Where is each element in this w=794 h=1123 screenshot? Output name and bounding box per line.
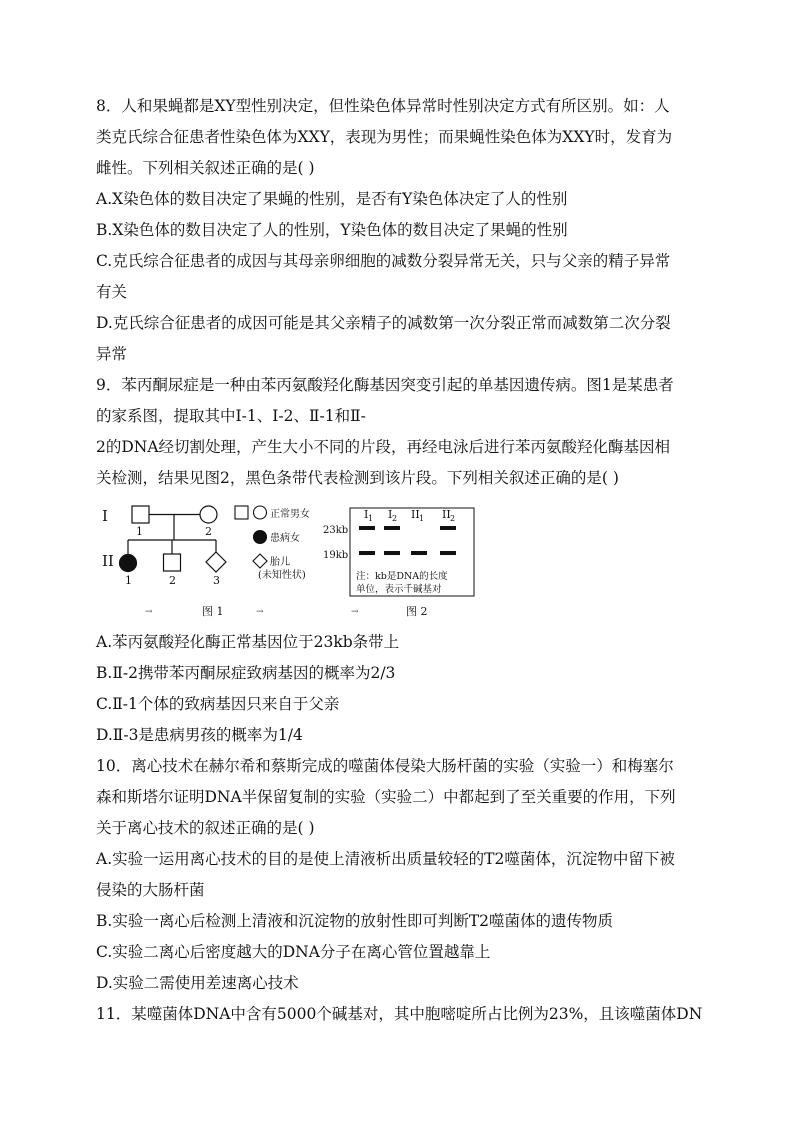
- pedigree-I1-number: 1: [136, 525, 143, 538]
- text-line: A.实验一运用离心技术的目的是使上清液析出质量较轻的T2噬菌体，沉淀物中留下被: [96, 850, 675, 868]
- legend-diamond-icon: [253, 554, 267, 568]
- pedigree-II2-number: 2: [169, 574, 176, 587]
- figure-1-caption: 图 1: [202, 605, 224, 618]
- text-line: A.X染色体的数目决定了果蝇的性别，是否有Y染色体决定了人的性别: [96, 190, 568, 208]
- legend-fetus-note: (未知性状): [258, 570, 306, 581]
- pedigree-II1-number: 1: [125, 574, 132, 587]
- text-line: 雌性。下列相关叙述正确的是( ): [96, 159, 315, 177]
- legend-fetus-label: 胎儿: [270, 557, 290, 568]
- svg-text:1: 1: [419, 514, 425, 523]
- lane-label: I: [364, 508, 369, 521]
- pedigree-I1-normal-male: [132, 506, 149, 523]
- svg-text:2: 2: [392, 514, 398, 523]
- text-line: D.克氏综合征患者的成因可能是其父亲精子的减数第一次分裂正常而减数第二次分裂: [96, 314, 671, 332]
- text-line: C.克氏综合征患者的成因与其母亲卵细胞的减数分裂异常无关，只与父亲的精子异常: [96, 252, 671, 270]
- text-line: 异常: [96, 345, 128, 363]
- text-line: D.Ⅱ-3是患病男孩的概率为1/4: [96, 726, 303, 744]
- gel-band: [440, 551, 456, 555]
- text-line: 2的DNA经切割处理，产生大小不同的片段，再经电泳后进行苯丙氨酸羟化酶基因相: [96, 438, 671, 456]
- legend-circle-icon: [254, 506, 267, 519]
- svg-text:1: 1: [368, 514, 374, 523]
- pedigree-II1-affected-female: [120, 555, 137, 572]
- text-line: C.Ⅱ-1个体的致病基因只来自于父亲: [96, 695, 340, 713]
- legend-filled-circle-icon: [254, 531, 267, 544]
- pedigree-I2-normal-female: [200, 506, 217, 523]
- text-line: B.实验一离心后检测上清液和沉淀物的放射性即可判断T2噬菌体的遗传物质: [96, 912, 614, 930]
- text-line: B.X染色体的数目决定了人的性别，Y染色体的数目决定了果蝇的性别: [96, 221, 568, 239]
- text-line: 森和斯塔尔证明DNA半保留复制的实验（实验二）中都起到了至关重要的作用，下列: [96, 788, 676, 806]
- band-label-19kb: 19kb: [323, 550, 349, 561]
- gel-band: [384, 551, 400, 555]
- text-line: 关检测，结果见图2，黑色条带代表检测到该片段。下列相关叙述正确的是( ): [96, 469, 619, 487]
- caption-marker: →: [256, 607, 264, 617]
- gel-note-line-1: 注：kb是DNA的长度: [356, 571, 448, 582]
- band-label-23kb: 23kb: [323, 525, 349, 536]
- text-line: 有关: [96, 283, 128, 301]
- svg-text:2: 2: [450, 514, 456, 523]
- text-line: D.实验二需使用差速离心技术: [96, 974, 299, 992]
- gel-band: [384, 526, 400, 530]
- caption-marker: →: [145, 607, 153, 617]
- pedigree-legend: [235, 506, 310, 581]
- text-line: 侵染的大肠杆菌: [96, 881, 205, 899]
- legend-square-icon: [235, 506, 248, 519]
- gel-band: [440, 526, 456, 530]
- caption-marker: →: [351, 607, 359, 617]
- gel-electrophoresis: [323, 508, 474, 596]
- generation-label-1: I: [102, 507, 108, 525]
- pedigree-II3-fetus: [206, 552, 226, 572]
- pedigree-II3-number: 3: [213, 574, 220, 587]
- gel-band: [411, 551, 427, 555]
- text-line: C.实验二离心后密度越大的DNA分子在离心管位置越靠上: [96, 943, 491, 961]
- text-line: 关于离心技术的叙述正确的是( ): [96, 819, 315, 837]
- figure-2-caption: 图 2: [406, 605, 428, 618]
- pedigree-chart: [102, 506, 226, 587]
- figure-pedigree-and-gel: [96, 500, 496, 625]
- text-line: 10．离心技术在赫尔希和蔡斯完成的噬菌体侵染大肠杆菌的实验（实验一）和梅塞尔: [96, 757, 674, 775]
- generation-label-2: II: [102, 552, 114, 570]
- gel-band: [359, 551, 375, 555]
- pedigree-II2-normal-male: [164, 554, 181, 571]
- gel-band: [359, 526, 375, 530]
- gel-note-line-2: 单位，表示千碱基对: [356, 584, 442, 595]
- legend-affected-label: 患病女: [270, 533, 300, 544]
- pedigree-I2-number: 2: [205, 525, 212, 538]
- text-line: 的家系图，提取其中Ⅰ-1、Ⅰ-2、Ⅱ-1和Ⅱ-: [96, 407, 366, 425]
- text-line: 8．人和果蝇都是XY型性别决定，但性染色体异常时性别决定方式有所区别。如：人: [96, 97, 670, 115]
- text-line: B.Ⅱ-2携带苯丙酮尿症致病基因的概率为2/3: [96, 664, 396, 682]
- lane-label: II: [411, 508, 420, 521]
- text-line: 11．某噬菌体DNA中含有5000个碱基对，其中胞嘧啶所占比例为23%，且该噬菌体DN: [96, 1005, 703, 1023]
- lane-label: I: [388, 508, 393, 521]
- text-line: A.苯丙氨酸羟化酶正常基因位于23kb条带上: [96, 633, 400, 651]
- text-line: 9．苯丙酮尿症是一种由苯丙氨酸羟化酶基因突变引起的单基因遗传病。图1是某患者: [96, 376, 674, 394]
- figure-svg: [96, 500, 496, 625]
- lane-label: II: [442, 508, 451, 521]
- legend-normal-label: 正常男女: [270, 509, 310, 520]
- text-line: 类克氏综合征患者性染色体为XXY，表现为男性；而果蝇性染色体为XXY时，发育为: [96, 128, 673, 146]
